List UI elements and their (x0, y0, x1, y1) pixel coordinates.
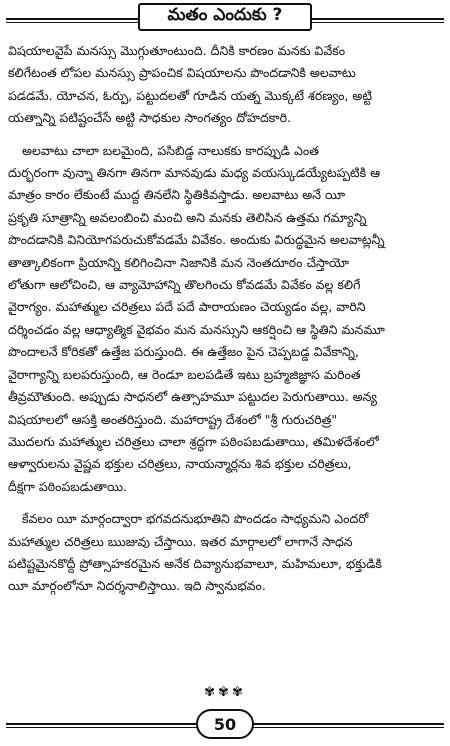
text-line: ఆళ్వారులను వైష్ణవ భక్తుల చరిత్రలు, నాయన్మార్లను శివ భక్తుల చరిత్రలు, (8, 456, 352, 472)
text-line: మాత్రం కారం లేకుంటే ముద్ద తినలేని స్థితికివస్తాడు. అలవాటు అనే యీ (8, 187, 346, 203)
text-line: మొదలగు మహాత్ముల చరిత్రలు చాలా శ్రద్ధగా పఠింపబడుతాయి, తమిళదేశంలో (8, 433, 379, 449)
page-number: 50 (196, 709, 254, 739)
text-line: మహాత్ముల చరిత్రలు ఋజువు చేస్తాయి. ఇతర మార్గాలలో లాగానే సాధన (8, 533, 353, 549)
text-line: కలిగేటంత లోపల మనస్సు ప్రాపంచిక విషయాలను పొందడానికి అలవాటు (8, 65, 356, 81)
text-line: పొందాలనే కోరికతో ఉత్తేజ పరుస్తుంది. ఈ ఉత్తేజం పైన చెప్పబడ్డ వివేకాన్ని, (8, 344, 359, 360)
text-line: కేవలం యీ మార్గంద్వారా భగవదనుభూతిని పొందడం సాధ్యమని ఎందరో (22, 511, 369, 527)
text-line: పటిష్టమైనకొద్దీ ప్రోత్సాహకరమైన అనేక దివ్యానుభవాలూ, మహిమలూ, భక్తుడికి (8, 555, 382, 571)
text-line: యీ మార్గంలోనూ నిదర్శనాలిస్తాయి. ఇది స్వానుభవం. (8, 578, 266, 594)
text-line: ప్రకృతి సూత్రాన్ని అవలంబించి మంచి అని మనకు తెలిసిన ఉత్తమ గమ్యాన్ని (8, 209, 367, 225)
page-header (0, 0, 450, 38)
text-line: దర్శించడం వల్ల ఆధ్యాత్మిక వైభవం మన మనస్సుని ఆకర్షించి ఆ స్థితిని మనమూ (8, 321, 385, 337)
text-line: యత్నాన్ని పటిష్టంచేసే అట్టి సాధకుల సాంగత్యం దోహదకారి. (8, 110, 292, 126)
text-line: విషయాలవైపే మనస్సు మొగ్గుతూంటుంది. దీనికి కారణం మనకు వివేకం (8, 43, 346, 58)
text-line: పడడమే. యోచన, ఓర్పు, పట్టుదలతో గూడిన యత్న మొక్కటే శరణ్యం, అట్టి (8, 87, 373, 103)
text-line: వైరాగ్యం. మహాత్ముల చరిత్రలు పదే పదే పారాయణం చెయ్యడం వల్ల, వారిని (8, 299, 366, 315)
ornament-divider: ✾✾✾ (204, 685, 246, 700)
body-text (8, 40, 444, 598)
text-line: తాత్కాలికంగా ప్రియాన్ని కలిగించినా నిజానికి మన నెంతదూరం చేస్తాయో (8, 254, 349, 270)
page-title: మతం ఎందుకు ? (138, 3, 312, 31)
paragraph-2 (8, 140, 444, 499)
text-line: దుర్భరంగా వున్నా తినగా తినగా మానవుడు మధ్య వయస్కుడయ్యేటప్పటికి ఆ (8, 165, 381, 181)
paragraph-3 (8, 508, 444, 598)
page-footer (0, 708, 450, 740)
text-line: వైరాగ్యాన్ని బలపరుస్తుంది, ఆ రెండూ బలపడితే ఇటు బ్రహ్మజిజ్ఞాస మరింత (8, 366, 361, 382)
text-line: లోతుగా ఆలోచించి, ఆ వ్యామోహాన్ని తొలగించు కోవడమే వివేకం వల్ల కలిగే (8, 277, 361, 293)
text-line: పొందడానికి వినియోగపరుచుకోవడమే వివేకం. అందుకు విరుద్ధమైన అలవాట్లన్నీ (8, 232, 385, 248)
paragraph-1 (8, 40, 444, 130)
text-line: తీవ్రమౌతుంది. అప్పుడు సాధనలో ఉత్సాహమూ పట్టుదల పెరుగుతాయి. అన్య (8, 389, 378, 405)
text-line: దీక్షగా పఠింపబడుతాయి. (8, 478, 128, 494)
text-line: విషయాలలో ఆసక్తి అంతరిస్తుంది. మహారాష్ట్ర దేశంలో "శ్రీ గురుచరిత్ర" (8, 411, 338, 427)
text-line: అలవాటు చాలా బలమైంది, పసిబిడ్డ నాలుకకు కారప్పుడి ఎంత (22, 142, 319, 158)
